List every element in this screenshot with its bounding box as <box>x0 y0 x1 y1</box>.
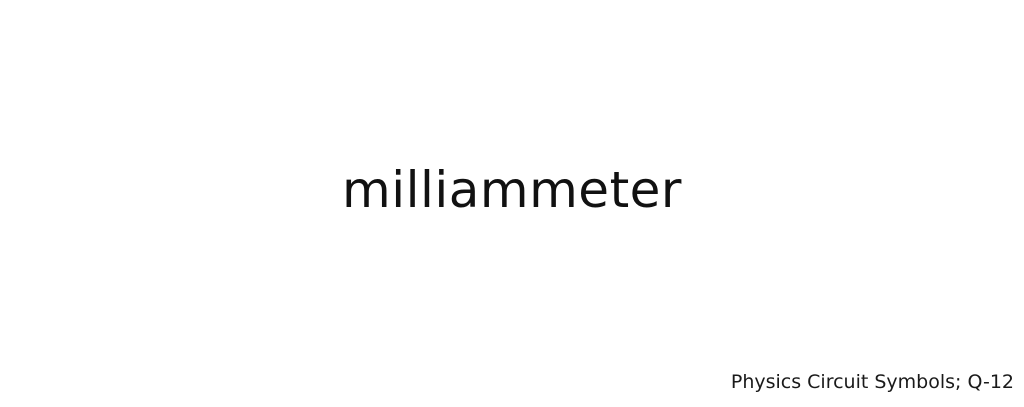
caption-text: Physics Circuit Symbols; Q-12 <box>730 371 1014 393</box>
term-text: milliammeter <box>341 161 682 219</box>
